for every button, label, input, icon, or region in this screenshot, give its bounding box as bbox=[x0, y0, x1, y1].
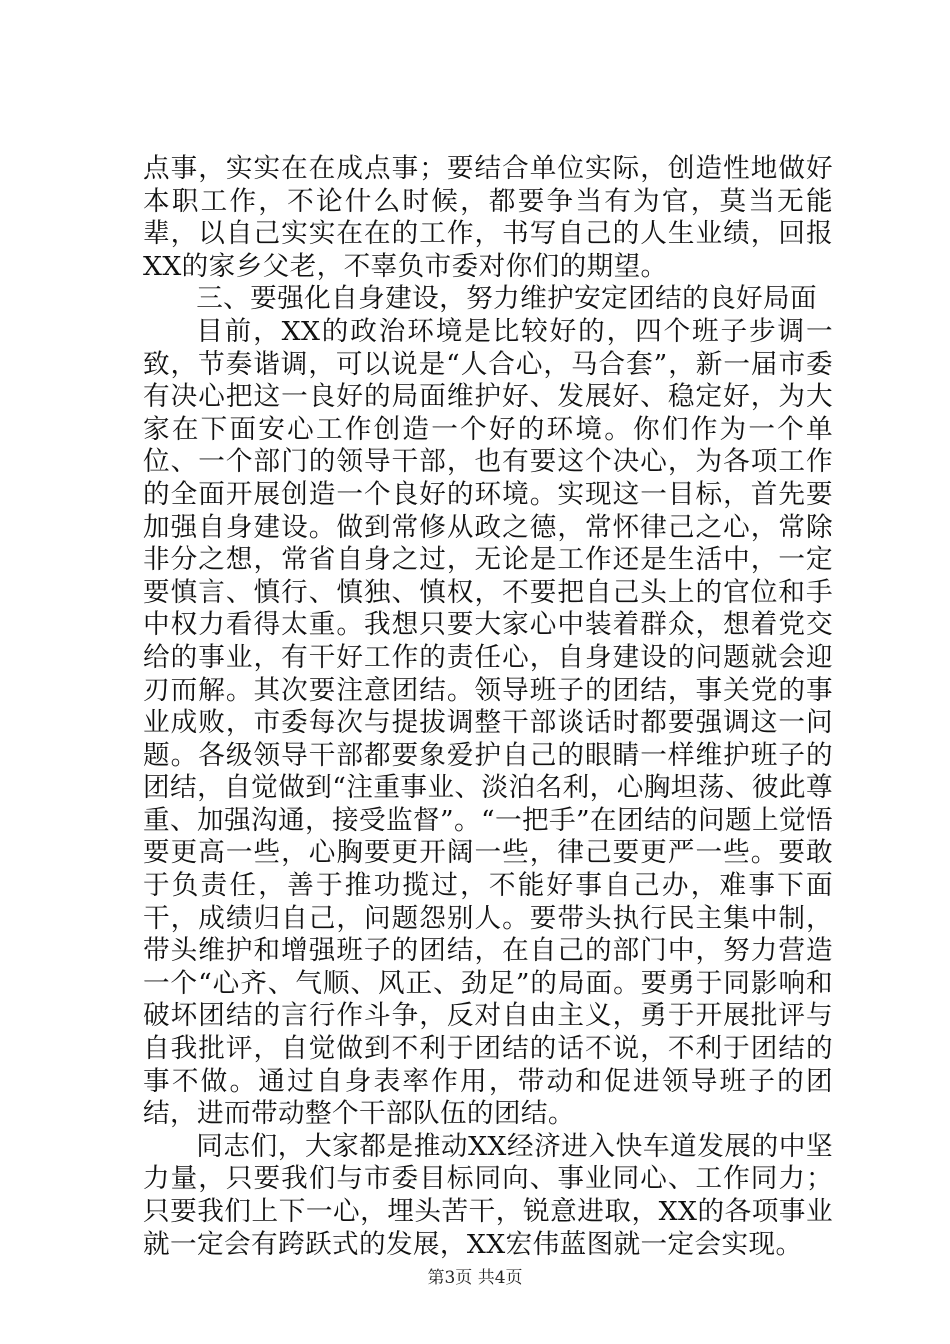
paragraph-body: 目前，XX的政治环境是比较好的，四个班子步调一致，节奏谐调，可以说是“人合心，马合套”，新一届市委有决心把这一良好的局面维护好、发展好、稳定好，为大家在下面安心工作创造一个好的环境。你们作为一个单位、一个部门的领导干部，也有要这个决心，为各项工作的全面开展创造一个良好的环境。实现这一目标，首先要加强自身建设。做到常修从政之德，常怀律己之心，常除非分之想，常省自身之过，无论是工作还是生活中，一定要慎言、慎行、慎独、慎权，不要把自己头上的官位和手中权力看得太重。我想只要大家心中装着群众，想着党交给的事业，有干好工作的责任心，自身建设的问题就会迎刃而解。其次要注意团结。领导班子的团结，事关党的事业成败，市委每次与提拔调整干部谈话时都要强调这一问题。各级领导干部都要象爱护自己的眼睛一样维护班子的团结，自觉做到“注重事业、淡泊名利，心胸坦荡、彼此尊重、加强沟通，接受监督”。“一把手”在团结的问题上觉悟要更高一些，心胸要更开阔一些，律己要更严一些。要敢于负责任，善于推功揽过，不能好事自己办，难事下面干，成绩归自己，问题怨别人。要带头执行民主集中制，带头维护和增强班子的团结，在自己的部门中，努力营造一个“心齐、气顺、风正、劲足”的局面。要勇于同影响和破坏团结的言行作斗争，反对自由主义，勇于开展批评与自我批评，自觉做到不利于团结的话不说，不利于团结的事不做。通过自身表率作用，带动和促进领导班子的团结，进而带动整个干部队伍的团结。 bbox=[143, 315, 833, 1130]
paragraph-continued: 点事，实实在在成点事；要结合单位实际，创造性地做好本职工作，不论什么时候，都要争当有为官，莫当无能辈，以自己实实在在的工作，书写自己的人生业绩，回报XX的家乡父老，不辜负市委对你们的期望。 bbox=[143, 153, 833, 282]
page-number-footer: 第3页 共4页 bbox=[427, 1268, 523, 1288]
paragraph-closing: 同志们，大家都是推动XX经济进入快车道发展的中坚力量，只要我们与市委目标同向、事业同心、工作同力；只要我们上下一心，埋头苦干，锐意进取，XX的各项事业就一定会有跨跃式的发展，XX宏伟蓝图就一定会实现。 bbox=[143, 1130, 833, 1260]
document-body bbox=[143, 153, 833, 1261]
section-heading: 三、要强化自身建设，努力维护安定团结的良好局面 bbox=[196, 283, 818, 315]
